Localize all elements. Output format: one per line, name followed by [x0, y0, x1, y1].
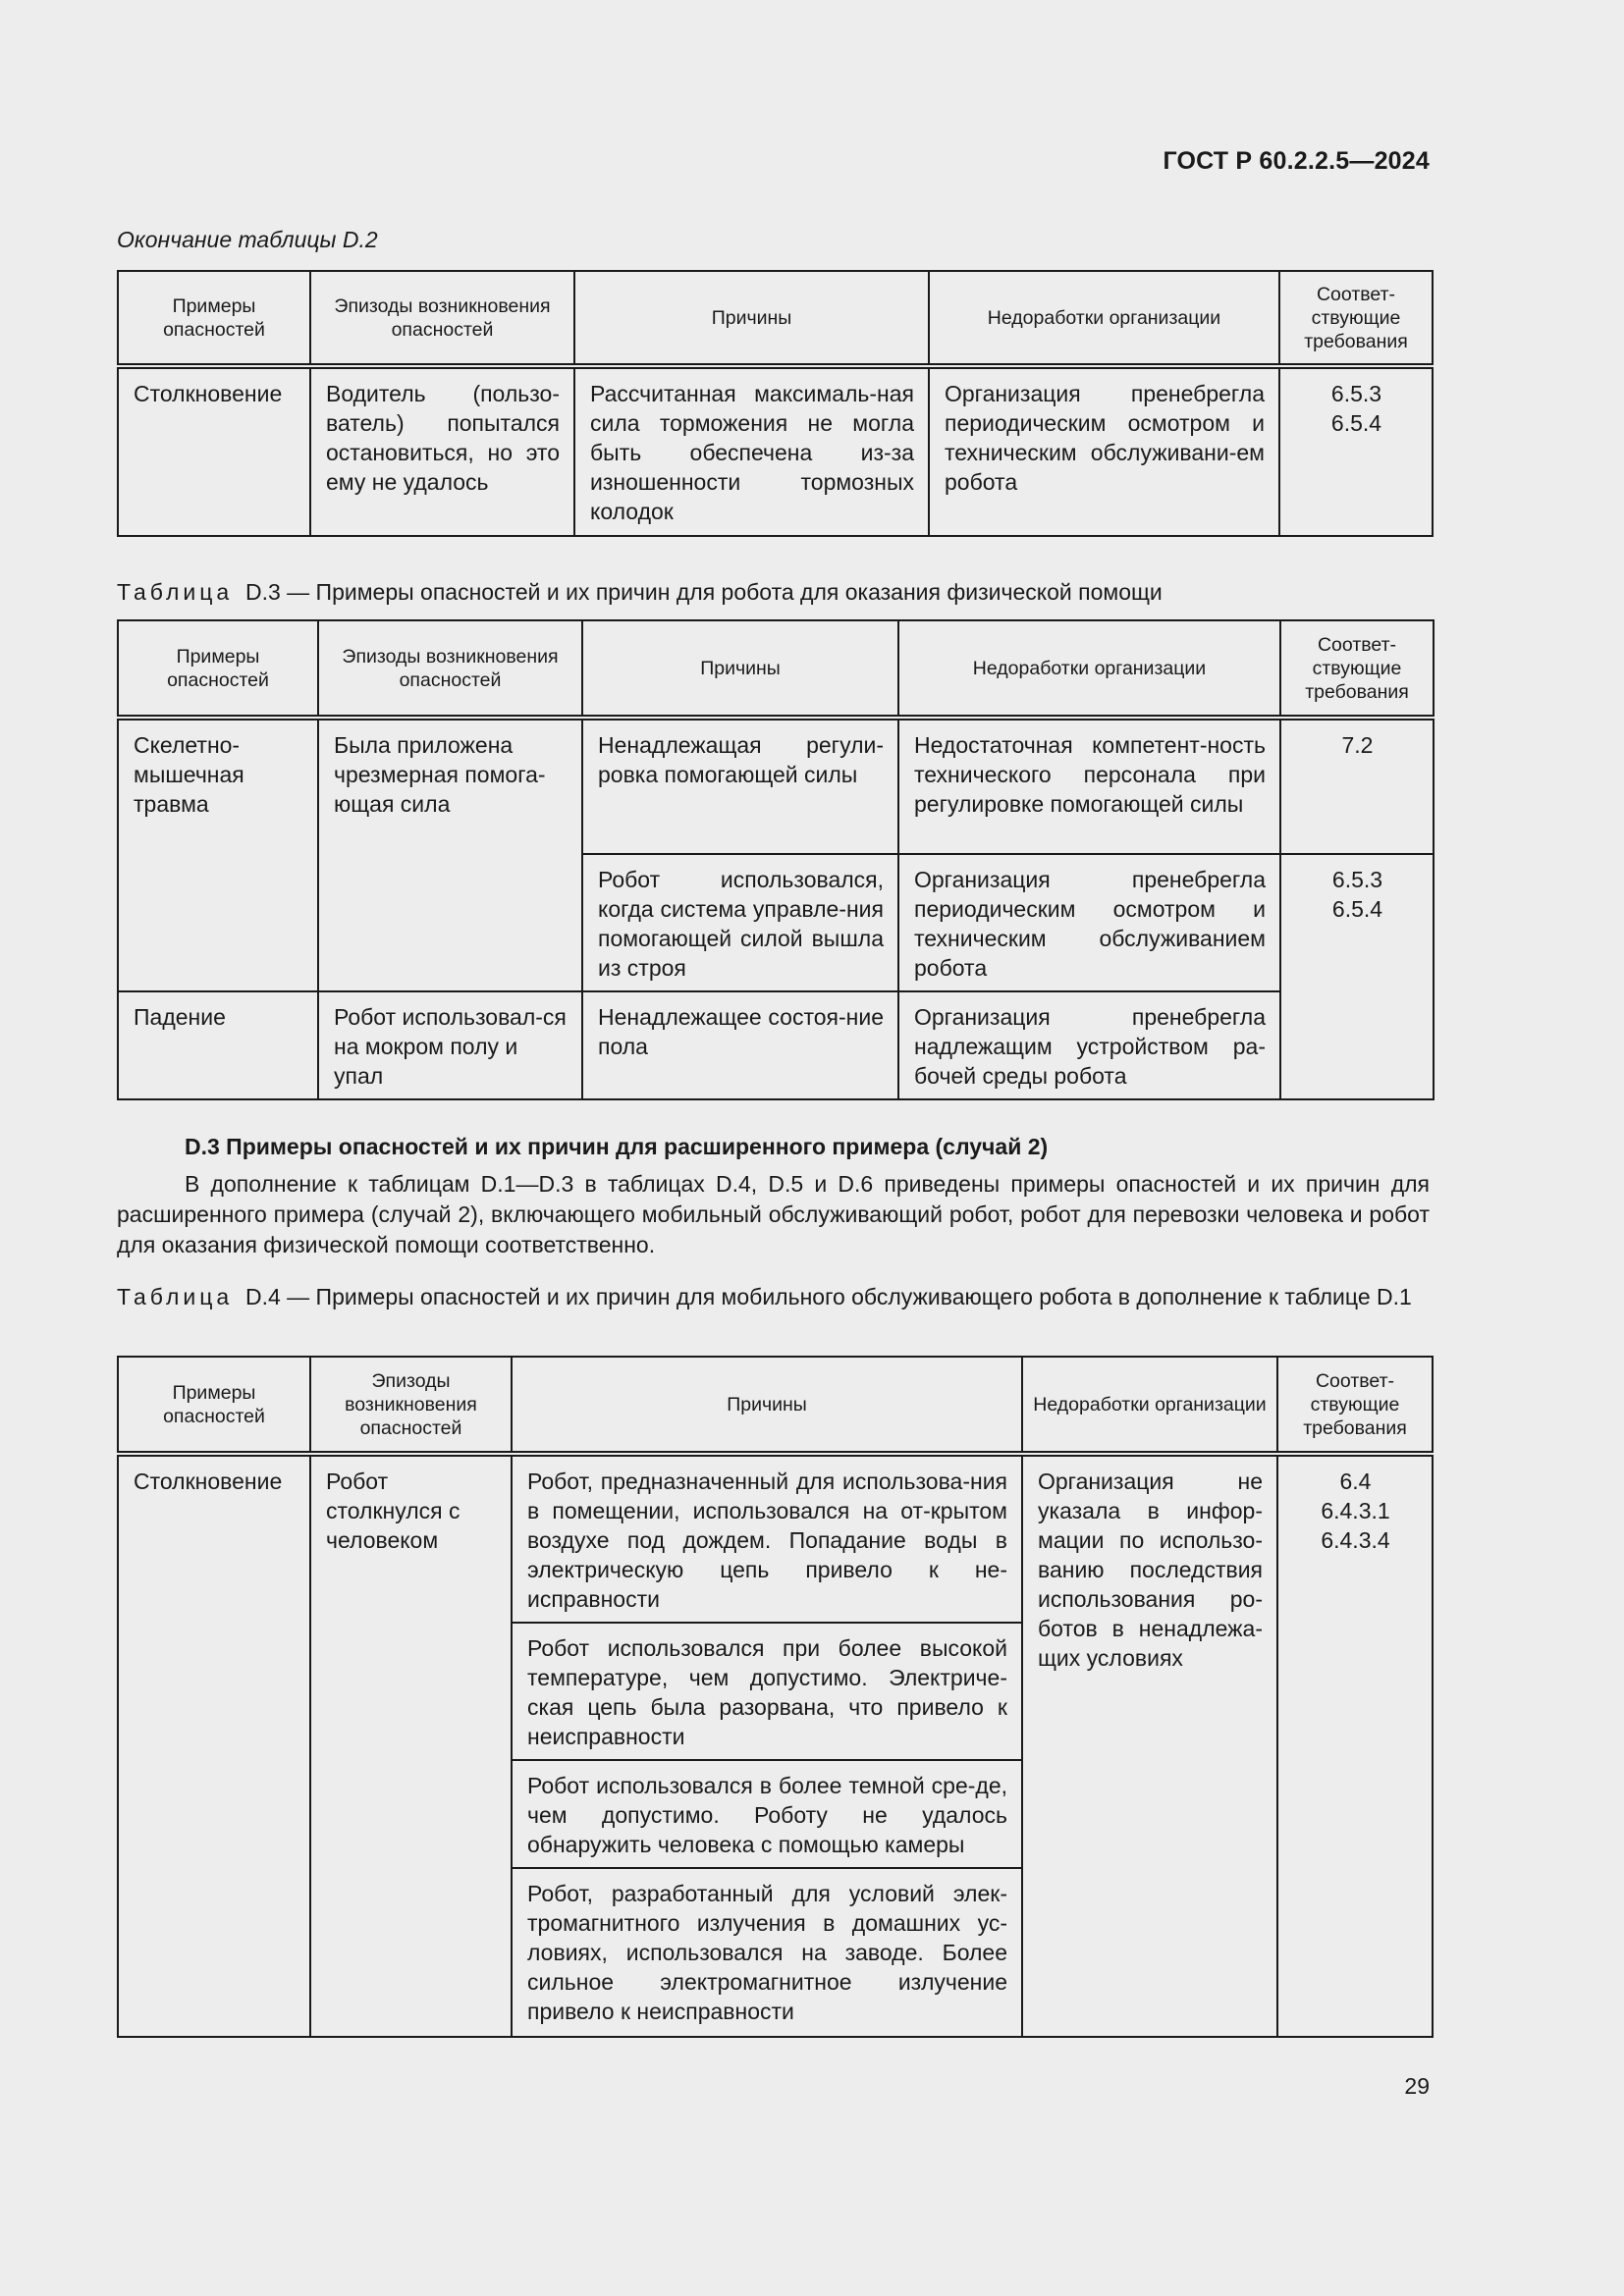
- requirement-ref: 6.5.4: [1331, 896, 1383, 922]
- document-code: ГОСТ Р 60.2.2.5—2024: [1163, 147, 1430, 175]
- col-deficiencies-header: Недоработки организации: [1022, 1357, 1277, 1454]
- table-d4-caption: Таблица D.4 — Примеры опасностей и их причин для мобильного обслуживающего робота в дополнение к таблице D.1: [117, 1284, 1412, 1309]
- hazard-cell: Скелетно-мышечная травма: [118, 718, 318, 991]
- deficiency-cell: Организация не указала в инфор-мации по использо-ванию последствия использования ро-ботов в ненадлежа-щих условиях: [1022, 1454, 1277, 2037]
- requirement-ref: 6.4.3.1: [1321, 1498, 1390, 1523]
- hazard-cell: Столкновение: [118, 366, 310, 536]
- table-row: [118, 366, 1433, 536]
- requirements-cell: 7.2: [1280, 718, 1434, 854]
- col-requirements-header: Соответ-ствующие требования: [1279, 271, 1433, 366]
- requirement-ref: 6.5.3: [1330, 381, 1382, 406]
- cause-cell: Робот использовался при более высокой температуре, чем допустимо. Электриче-ская цепь была разорвана, что привело к неисправности: [512, 1623, 1022, 1760]
- table-row: [118, 991, 1434, 1099]
- col-requirements-header: Соответ-ствующие требования: [1277, 1357, 1433, 1454]
- table-d4: [117, 1356, 1434, 2038]
- hazard-cell: Падение: [118, 991, 318, 1099]
- cause-cell: Ненадлежащее состоя-ние пола: [582, 991, 898, 1099]
- table-d2-caption: Окончание таблицы D.2: [117, 227, 378, 252]
- table-d3: [117, 619, 1435, 1100]
- episode-cell: Робот столкнулся с человеком: [310, 1454, 512, 2037]
- col-hazards-header: Примеры опасностей: [118, 1357, 310, 1454]
- deficiency-cell: Организация пренебрегла надлежащим устройством ра-бочей среды робота: [898, 991, 1280, 1099]
- episode-cell: Робот использовал-ся на мокром полу и упал: [318, 991, 582, 1099]
- col-requirements-header: Соответ-ствующие требования: [1280, 620, 1434, 718]
- requirement-ref: 6.5.4: [1330, 410, 1382, 436]
- deficiency-cell: Организация пренебрегла периодическим осмотром и техническим обслуживанием робота: [898, 854, 1280, 991]
- hazard-cell: Столкновение: [118, 1454, 310, 2037]
- deficiency-cell: Организация пренебрегла периодическим осмотром и техническим обслуживани-ем робота: [929, 366, 1279, 536]
- requirements-cell: [1279, 366, 1433, 536]
- requirement-ref: 6.4: [1339, 1468, 1372, 1494]
- requirement-ref: 6.4.3.4: [1321, 1527, 1390, 1553]
- cause-cell: Рассчитанная максималь-ная сила торможения не могла быть обеспечена из-за изношенности тормозных колодок: [574, 366, 929, 536]
- page-number: 29: [1404, 2073, 1430, 2099]
- col-episodes-header: Эпизоды возникновения опасностей: [310, 271, 574, 366]
- table-header-row: [118, 271, 1433, 366]
- deficiency-cell: Недостаточная компетент-ность технического персонала при регулировке помогающей силы: [898, 718, 1280, 854]
- cause-cell: Ненадлежащая регули-ровка помогающей силы: [582, 718, 898, 854]
- table-d2-end: [117, 270, 1434, 537]
- requirements-cell: [1277, 1454, 1433, 2037]
- col-hazards-header: Примеры опасностей: [118, 271, 310, 366]
- cause-cell: Робот использовался, когда система управле-ния помогающей силой вышла из строя: [582, 854, 898, 991]
- col-hazards-header: Примеры опасностей: [118, 620, 318, 718]
- col-causes-header: Причины: [512, 1357, 1022, 1454]
- table-row: [118, 1454, 1433, 1623]
- section-paragraph: В дополнение к таблицам D.1—D.3 в таблицах D.4, D.5 и D.6 приведены примеры опасностей и их причин для расширенного примера (случай 2), включающего мобильный обслуживающий робот, робот для перевозки человека и робот для оказания физической помощи соответственно.: [117, 1171, 1430, 1257]
- table-d3-caption: Таблица D.3 — Примеры опасностей и их причин для робота для оказания физической помощи: [117, 579, 1163, 605]
- requirements-cell: [1280, 854, 1434, 1099]
- col-episodes-header: Эпизоды возникновения опасностей: [310, 1357, 512, 1454]
- episode-cell: Была приложена чрезмерная помога-ющая сила: [318, 718, 582, 991]
- cause-cell: Робот использовался в более темной сре-де, чем допустимо. Роботу не удалось обнаружить человека с помощью камеры: [512, 1760, 1022, 1868]
- requirement-ref: 6.5.3: [1331, 867, 1383, 892]
- col-episodes-header: Эпизоды возникновения опасностей: [318, 620, 582, 718]
- col-deficiencies-header: Недоработки организации: [929, 271, 1279, 366]
- cause-cell: Робот, предназначенный для использова-ния в помещении, использовался на от-крытом воздухе под дождем. Попадание воды в электрическую цепь привело к не-исправности: [512, 1454, 1022, 1623]
- table-header-row: [118, 1357, 1433, 1454]
- section-title: D.3 Примеры опасностей и их причин для расширенного примера (случай 2): [185, 1134, 1049, 1159]
- col-deficiencies-header: Недоработки организации: [898, 620, 1280, 718]
- cause-cell: Робот, разработанный для условий элек-тромагнитного излучения в домашних ус-ловиях, использовался на заводе. Более сильное электромагнитное излучение привело к неисправности: [512, 1868, 1022, 2037]
- episode-cell: Водитель (пользо-ватель) попытался остановиться, но это ему не удалось: [310, 366, 574, 536]
- col-causes-header: Причины: [574, 271, 929, 366]
- table-header-row: [118, 620, 1434, 718]
- table-row: [118, 718, 1434, 854]
- col-causes-header: Причины: [582, 620, 898, 718]
